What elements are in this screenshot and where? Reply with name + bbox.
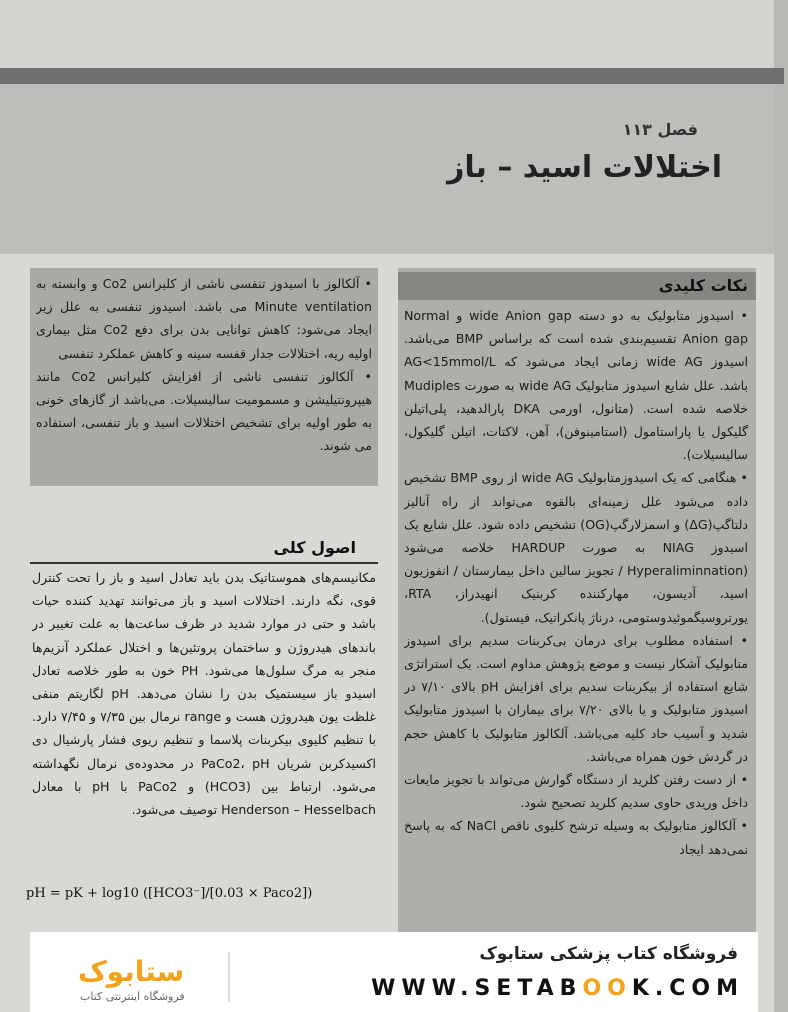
header-bar bbox=[0, 68, 784, 84]
shop-url: WWW.SETABOOK.COM bbox=[371, 976, 744, 1001]
top-margin bbox=[0, 0, 774, 68]
chapter-number: فصل ۱۱۳ bbox=[622, 120, 698, 139]
logo-tagline: فروشگاه اینترنتی کتاب bbox=[80, 990, 185, 1003]
shop-name: فروشگاه کتاب پزشکی ستابوک bbox=[479, 944, 738, 964]
key-points-title: نکات کلیدی bbox=[658, 276, 748, 295]
key-point: • هنگامی که یک اسیدوزمتابولیک wide AG از روی BMP تشخیص داده می‌شود علل زمینه‌ای بالقوه می‌تواند از راه آنالیز دلتاگپ(ΔG) و اسمزلارگپ(OG) تشخیص داده شود. علل شایع یک اسیدوز NIAG به صورت HARDUP خلاصه می‌شود (Hyperaliminnation / تجویز سالین داخل بیمارستان / انفوزیون اسید، آدیسون، مهارکننده کربنیک انهیدراز، RTA، یورتروسیگموئیدوستومی، درناژ پانکراتیک، فیستول). bbox=[404, 470, 748, 625]
logo-divider bbox=[228, 952, 230, 1002]
key-point: • از دست رفتن کلرید از دستگاه گوارش می‌تواند با تجویز مایعات داخل وریدی حاوی سدیم کلرید تصحیح شود. bbox=[404, 772, 748, 811]
logo-wordmark: ستابوک bbox=[78, 955, 185, 988]
key-point: • استفاده مطلوب برای درمان بی‌کربنات سدیم برای اسیدوز متابولیک آشکار نیست و موضع پژوهش مداوم است. یک استراتژی شایع استفاده از بیکربنات سدیم برای افزایش pH بالای ۷/۱۰ در اسیدوز متابولیک و یا بالای ۷/۲۰ برای بیماران با اسیدوز متابولیک شدید و آسیب حاد کلیه می‌باشد. آلکالوز متابولیک با کاهش حجم در گردش خون همراه می‌باشد. bbox=[404, 632, 748, 764]
respiratory-text bbox=[36, 272, 372, 484]
key-points-text bbox=[404, 304, 748, 932]
henderson-formula: pH = pK + log10 ([HCO3⁻]/[0.03 × Paco2]) bbox=[26, 886, 313, 901]
respiratory-point: • آلکالوز با اسیدوز تنفسی ناشی از کلیرانس Co2 و وابسته به Minute ventilation می باشد. اسیدوز تنفسی به علل زیر ایجاد می‌شود: کاهش توانایی بدن برای دفع Co2 مثل بیماری اولیه ریه، اختلالات جدار قفسه سینه و کاهش عملکرد تنفسی bbox=[36, 276, 372, 361]
section-body bbox=[32, 566, 376, 878]
key-point: • اسیدوز متابولیک به دو دسته wide Anion gap و Normal Anion gap تقسیم‌بندی شده است که براساس BMP می‌باشد. اسیدوز wide AG زمانی ایجاد می‌شود که AG<15mmol/L باشد. علل شایع اسیدوز متابولیک wide AG به صورت Mudiples خلاصه شده است. (متانول، اورمی DKA پارالدهید، پلی‌اتیلن گلیکول یا پاراستامول (استامینوفن)، آهن، لاکتات، اتیلن گلیکول، سالیسیلات). bbox=[404, 308, 748, 463]
page-edge bbox=[774, 0, 788, 1012]
chapter-title: اختلالات اسید – باز bbox=[447, 150, 722, 185]
key-point: • آلکالوز متابولیک به وسیله ترشح کلیوی ناقص NaCl که به پاسخ نمی‌دهد ایجاد bbox=[404, 818, 748, 857]
section-paragraph: مکانیسم‌های هموستاتیک بدن باید تعادل اسید و باز را تحت کنترل قوی، نگه دارند. اختلالات اسید و باز می‌توانند تهدید کننده حیات باشد و حتی در موارد شدید در ظرف ساعت‌ها به علت تغییر در باندهای هیدروژن و ساختمان پروتئین‌ها و اختلال عملکرد آنزیم‌ها منجر به مرگ سلول‌ها می‌شود. PH خون به طور خلاصه تعادل اسیدو باز سیستمیک بدن را نشان می‌دهد. pH لگاریتم منفی غلظت یون هیدروژن هست و range نرمال بین ۷/۳۵ و ۷/۴۵ دارد. با تنظیم کلیوی بیکربنات پلاسما و تنظیم ریوی فشار پارشیال دی اکسیدکربن شریان PaCo2، pH در محدوده‌ی نرمال نگهداشته می‌شود. ارتباط بین (HCO3) و PaCo2 با pH با معادل Henderson – Hesselbach توصیف می‌شود. bbox=[32, 570, 376, 818]
section-rule bbox=[30, 562, 378, 564]
respiratory-point: • آلکالوز تنفسی ناشی از افزایش کلیرانس Co2 مانند هیپرونتیلیشن و مسمومیت سالیسیلات. می‌باشد از گازهای خونی به طور اولیه برای تشخیص اختلالات اسید و باز تنفسی، استفاده می شوند. bbox=[36, 368, 372, 454]
section-title: اصول کلی bbox=[273, 538, 356, 557]
